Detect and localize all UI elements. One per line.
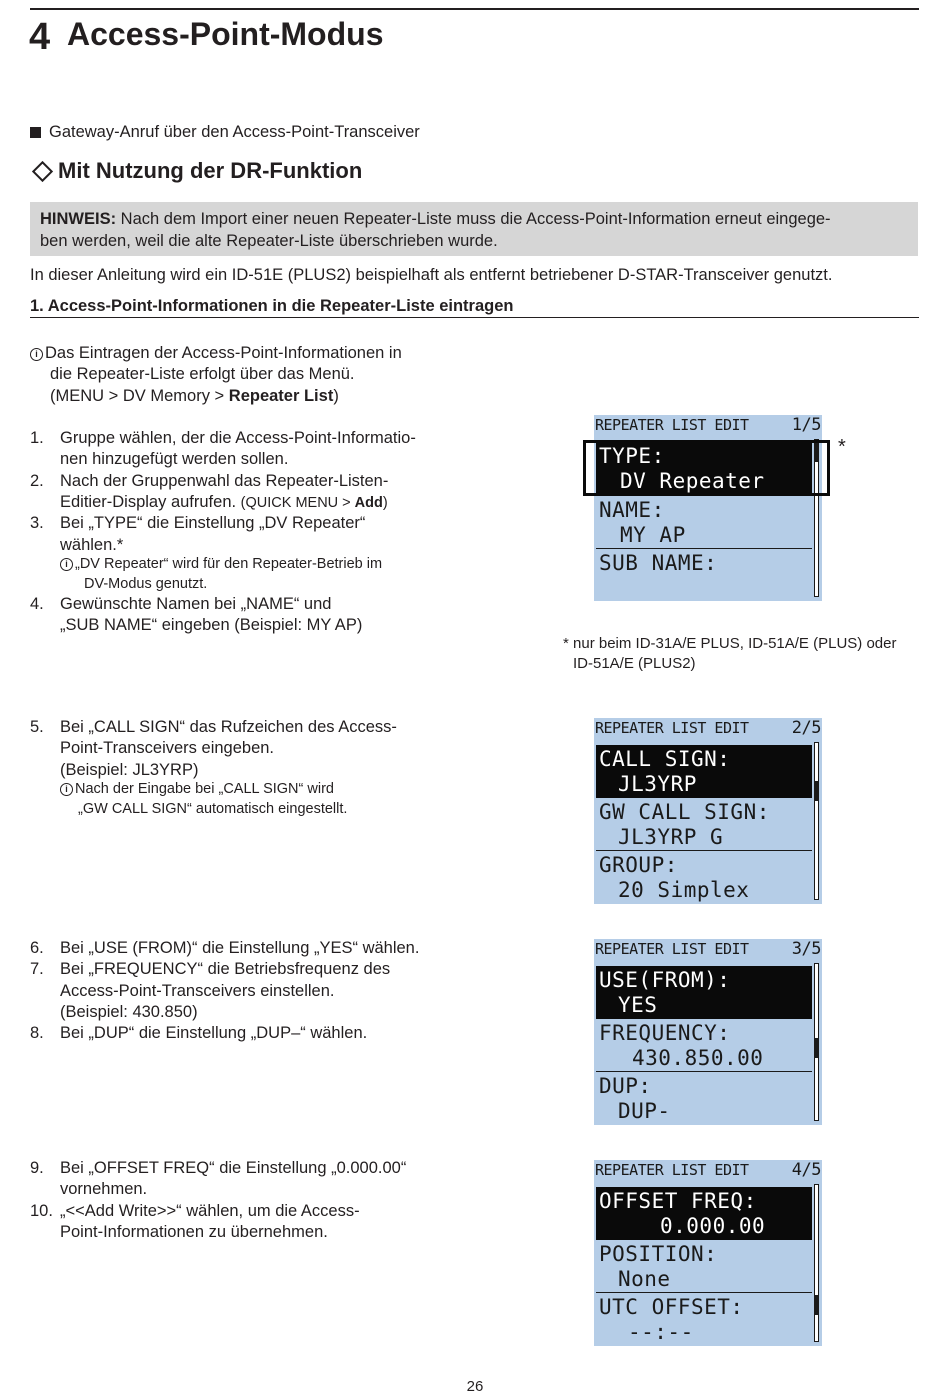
step-4-line2: „SUB NAME“ eingeben (Beispiel: MY AP): [60, 616, 363, 635]
step-9-line1: Bei „OFFSET FREQ“ die Einstellung „0.000.00“: [60, 1159, 407, 1177]
footnote-line2: ID-51A/E (PLUS2): [573, 655, 696, 672]
footnote-marker: *: [838, 436, 846, 458]
step-number: 10.: [30, 1201, 53, 1220]
info-circle-icon: i: [60, 783, 73, 796]
lcd-row-subname: SUB NAME:: [599, 551, 718, 575]
top-rule: [30, 8, 919, 10]
step-number: 9.: [30, 1159, 44, 1177]
step-heading: 1. Access-Point-Informationen in die Repeater-Liste eintragen: [30, 297, 514, 315]
note-text-line1: Nach dem Import einer neuen Repeater-Liste muss die Access-Point-Information erneut eingege-: [116, 210, 831, 228]
lcd-screen-2: [594, 718, 822, 904]
lcd-screen-4: [594, 1160, 822, 1346]
info-line1: Das Eintragen der Access-Point-Informationen in: [45, 344, 402, 362]
step-5-sub-line2: „GW CALL SIGN“ automatisch eingestellt.: [78, 800, 348, 817]
step-10-line2: Point-Informationen zu übernehmen.: [60, 1222, 328, 1241]
step-5-line2: Point-Transceivers eingeben.: [60, 739, 275, 758]
step-4-line1: Gewünschte Namen bei „NAME“ und: [60, 595, 332, 613]
lcd-row-utc-offset: UTC OFFSET: --:--: [599, 1295, 744, 1344]
diamond-bullet-icon: [32, 160, 53, 181]
step-6-line1: Bei „USE (FROM)“ die Einstellung „YES“ wählen.: [60, 939, 420, 957]
step-3-sub-line2: DV-Modus genutzt.: [84, 575, 208, 592]
lcd-scrollbar: [814, 1184, 819, 1342]
subsection-heading: [30, 157, 362, 185]
lcd-row-name: NAME: MY AP: [596, 496, 812, 549]
lcd-screen-3: [594, 939, 822, 1125]
lcd-row-use-from: USE(FROM): YES: [596, 966, 812, 1019]
intro-text: In dieser Anleitung wird ein ID-51E (PLUS2) beispielhaft als entfernt betriebener D-STAR-Transceiver genutzt.: [30, 266, 833, 284]
step-number: 6.: [30, 939, 44, 957]
lcd-row-callsign: CALL SIGN: JL3YRP: [596, 745, 812, 798]
lcd-row-gw-callsign: GW CALL SIGN: JL3YRP G: [596, 798, 812, 851]
step-5-line3: (Beispiel: JL3YRP): [60, 760, 199, 779]
lcd-row-dup: DUP: DUP-: [599, 1074, 671, 1123]
lcd-page: 2/5: [791, 718, 821, 738]
step-1-line2: nen hinzugefügt werden sollen.: [60, 450, 289, 469]
step-7-line1: Bei „FREQUENCY“ die Betriebsfrequenz des: [60, 960, 391, 979]
steps-group-1: [30, 428, 470, 638]
lcd-page: 4/5: [791, 1160, 821, 1180]
step-number: 3.: [30, 514, 44, 533]
lcd-row-frequency: FREQUENCY: 430.850.00: [596, 1019, 812, 1072]
note-box: [30, 202, 918, 256]
step-3-sub-line1: i „DV Repeater“ wird für den Repeater-Betrieb im: [60, 555, 382, 575]
note-text-line2: ben werden, weil die alte Repeater-Liste überschrieben wurde.: [40, 231, 498, 250]
section-heading: [30, 122, 420, 142]
steps-group-3: [30, 938, 470, 1048]
info-block: [30, 343, 460, 407]
step-2-line1: Nach der Gruppenwahl das Repeater-Listen-: [60, 471, 389, 490]
info-circle-icon: i: [30, 348, 43, 361]
lcd-page: 1/5: [791, 415, 821, 435]
step-5-sub-line1: i Nach der Eingabe bei „CALL SIGN“ wird: [60, 780, 334, 800]
square-bullet-icon: [30, 127, 41, 138]
step-3-line1: Bei „TYPE“ die Einstellung „DV Repeater“: [60, 514, 366, 533]
step-5-line1: Bei „CALL SIGN“ das Rufzeichen des Access-: [60, 718, 397, 736]
step-number: 1.: [30, 429, 44, 447]
footnote-line1: * nur beim ID-31A/E PLUS, ID-51A/E (PLUS) oder: [563, 635, 897, 652]
step-9-line2: vornehmen.: [60, 1180, 148, 1199]
step-8-line1: Bei „DUP“ die Einstellung „DUP–“ wählen.: [60, 1024, 368, 1043]
info-line2: die Repeater-Liste erfolgt über das Menü.: [50, 365, 355, 384]
step-number: 5.: [30, 718, 44, 736]
chapter-number: 4: [29, 16, 51, 58]
step-number: 4.: [30, 595, 44, 613]
lcd-row-group: GROUP: 20 Simplex: [599, 853, 750, 902]
lcd-row-position: POSITION: None: [596, 1240, 812, 1293]
step-heading-rule: [30, 317, 919, 318]
lcd-page: 3/5: [791, 939, 821, 959]
lcd-title: REPEATER LIST EDIT 3/5: [595, 939, 821, 959]
lcd-scrollbar: [814, 963, 819, 1121]
step-number: 8.: [30, 1024, 44, 1043]
section-heading-text: Gateway-Anruf über den Access-Point-Transceiver: [49, 123, 420, 141]
step-2-line2: Editier-Display aufrufen. (QUICK MENU > Add): [60, 492, 388, 511]
steps-group-4: [30, 1158, 470, 1248]
step-7-line3: (Beispiel: 430.850): [60, 1002, 198, 1021]
lcd-title: REPEATER LIST EDIT 2/5: [595, 718, 821, 738]
page-number: 26: [466, 1378, 484, 1395]
highlight-frame: [583, 440, 830, 496]
step-7-line2: Access-Point-Transceivers einstellen.: [60, 981, 335, 1000]
subsection-heading-text: Mit Nutzung der DR-Funktion: [58, 158, 363, 183]
step-1-line1: Gruppe wählen, der die Access-Point-Informatio-: [60, 429, 416, 447]
info-line3: (MENU > DV Memory > Repeater List): [50, 386, 339, 405]
chapter-title: Access-Point-Modus: [67, 16, 384, 52]
lcd-title: REPEATER LIST EDIT 4/5: [595, 1160, 821, 1180]
step-number: 2.: [30, 471, 44, 490]
footnote: [563, 634, 896, 674]
lcd-title: REPEATER LIST EDIT 1/5: [595, 415, 821, 435]
step-3-line2: wählen.*: [60, 535, 124, 554]
info-circle-icon: i: [60, 558, 73, 571]
step-number: 7.: [30, 960, 44, 979]
step-10-line1: „<<Add Write>>“ wählen, um die Access-: [60, 1201, 360, 1220]
note-label: HINWEIS:: [40, 210, 117, 228]
steps-group-2: [30, 717, 470, 827]
lcd-row-type: TYPE: DV Repeater: [596, 442, 812, 495]
lcd-scrollbar: [814, 742, 819, 900]
lcd-row-offset-freq: OFFSET FREQ: 0.000.00: [596, 1187, 812, 1240]
